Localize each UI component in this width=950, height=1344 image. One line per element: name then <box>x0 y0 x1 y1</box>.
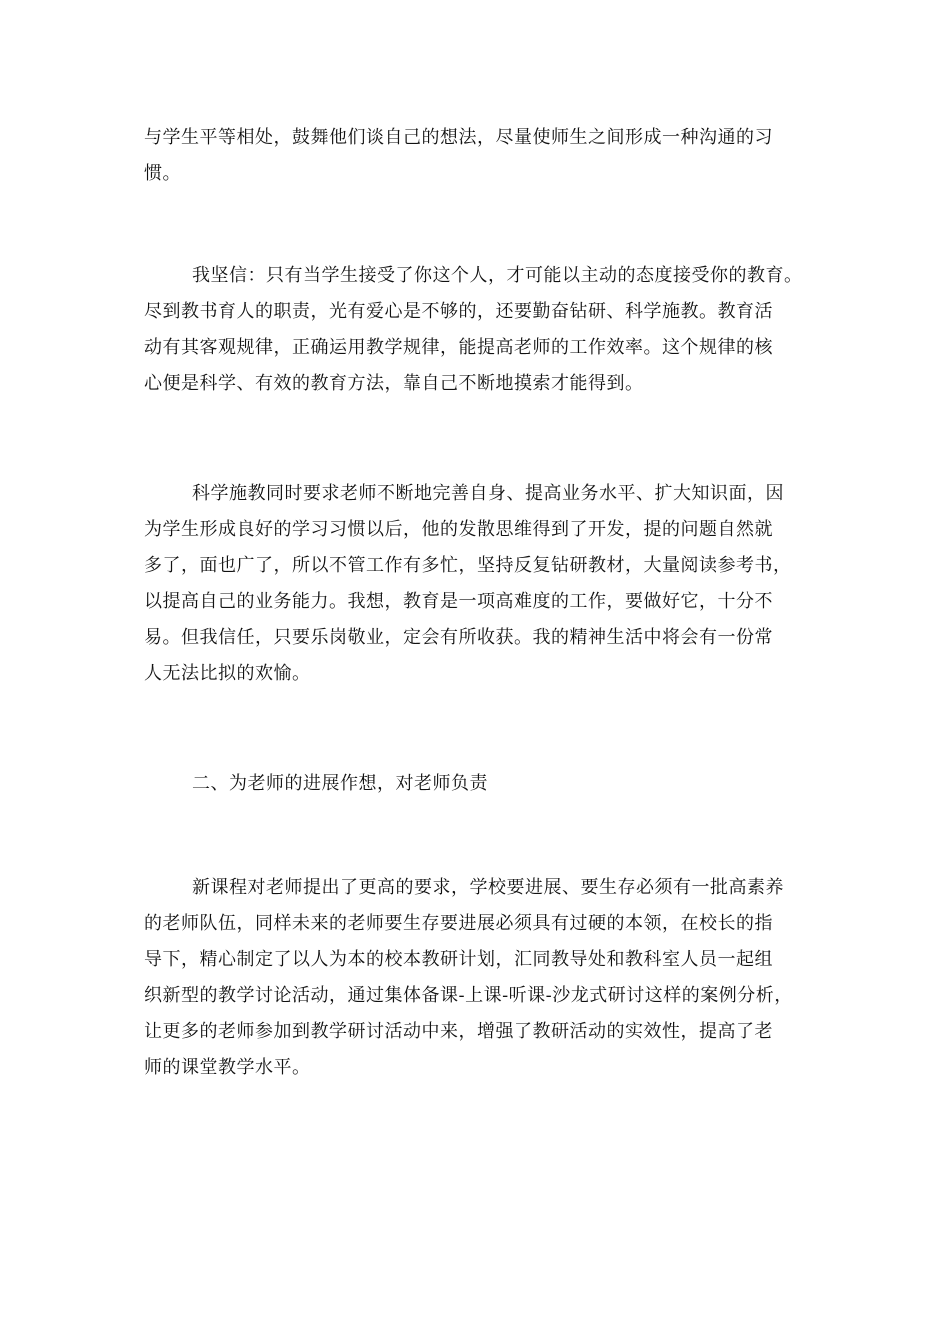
paragraph-line: 织新型的教学讨论活动，通过集体备课-上课-听课-沙龙式研讨这样的案例分析， <box>144 985 793 1006</box>
paragraph-line: 以提高自己的业务能力。我想，教育是一项高难度的工作，要做好它，十分不 <box>144 591 773 612</box>
paragraph-line: 的老师队伍，同样未来的老师要生存要进展必须具有过硬的本领，在校长的指 <box>144 913 773 934</box>
section-heading <box>144 766 809 802</box>
paragraph-line: 多了，面也广了，所以不管工作有多忙，坚持反复钻研教材，大量阅读参考书， <box>144 555 792 576</box>
paragraph-line: 导下，精心制定了以人为本的校本教研计划，汇同教导处和教科室人员一起组 <box>144 949 773 970</box>
paragraph-line: 动有其客观规律，正确运用教学规律，能提高老师的工作效率。这个规律的核 <box>144 337 773 358</box>
paragraph-line: 与学生平等相处，鼓舞他们谈自己的想法，尽量使师生之间形成一种沟通的习 <box>144 127 773 148</box>
paragraph-line: 为学生形成良好的学习习惯以后，他的发散思维得到了开发，提的问题自然就 <box>144 519 773 540</box>
section-heading-text: 二、为老师的进展作想，对老师负责 <box>192 773 488 794</box>
paragraph-2 <box>144 258 809 402</box>
paragraph-line: 新课程对老师提出了更高的要求，学校要进展、要生存必须有一批高素养 <box>192 877 784 898</box>
paragraph-3 <box>144 476 809 692</box>
paragraph-line: 惯。 <box>144 163 181 184</box>
paragraph-line: 让更多的老师参加到教学研讨活动中来，增强了教研活动的实效性，提高了老 <box>144 1021 773 1042</box>
paragraph-line: 科学施教同时要求老师不断地完善自身、提高业务水平、扩大知识面，因 <box>192 483 784 504</box>
paragraph-line: 我坚信：只有当学生接受了你这个人，才可能以主动的态度接受你的教育。 <box>192 265 803 286</box>
paragraph-1 <box>144 120 809 192</box>
paragraph-line: 易。但我信任，只要乐岗敬业，定会有所收获。我的精神生活中将会有一份常 <box>144 627 773 648</box>
paragraph-4 <box>144 870 809 1086</box>
paragraph-line: 尽到教书育人的职责，光有爱心是不够的，还要勤奋钻研、科学施教。教育活 <box>144 301 773 322</box>
paragraph-line: 师的课堂教学水平。 <box>144 1057 311 1078</box>
paragraph-line: 心便是科学、有效的教育方法，靠自己不断地摸索才能得到。 <box>144 373 644 394</box>
paragraph-line: 人无法比拟的欢愉。 <box>144 663 311 684</box>
